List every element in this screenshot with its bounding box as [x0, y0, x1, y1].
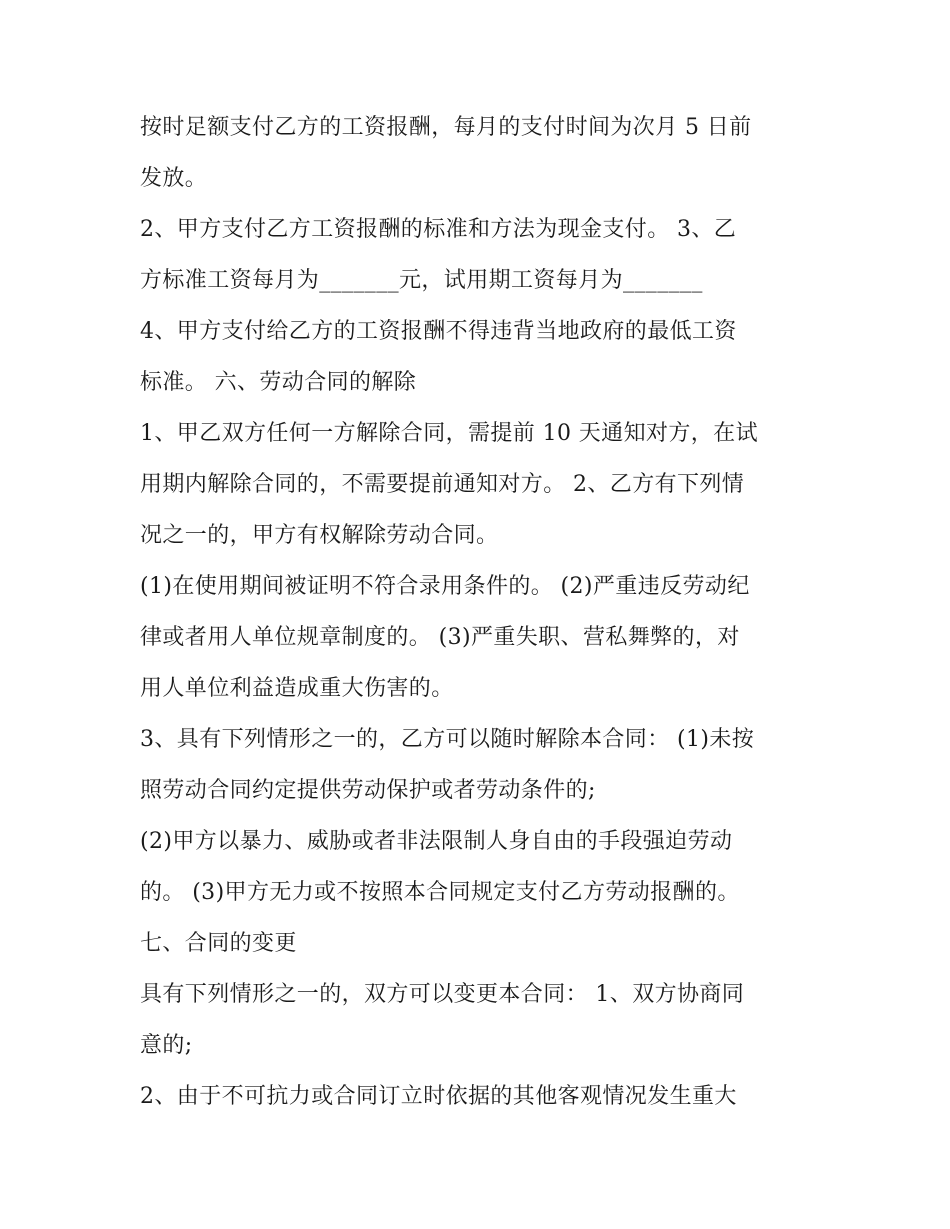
section-heading-line: 标准。 六、劳动合同的解除 [140, 370, 417, 395]
text-line: 方标准工资每月为_______元，试用期工资每月为_______ [140, 268, 703, 293]
text-line: 2、甲方支付乙方工资报酬的标准和方法为现金支付。 3、乙 [140, 217, 737, 242]
text-line: 具有下列情形之一的，双方可以变更本合同： 1、双方协商同 [140, 982, 745, 1007]
text-line: 4、甲方支付给乙方的工资报酬不得违背当地政府的最低工资 [140, 319, 737, 344]
text-line: 用期内解除合同的，不需要提前通知对方。 2、乙方有下列情 [140, 472, 745, 497]
text-line: 照劳动合同约定提供劳动保护或者劳动条件的; [140, 778, 596, 803]
document-body [140, 102, 820, 1122]
text-line: 发放。 [140, 166, 208, 191]
text-line: 3、具有下列情形之一的，乙方可以随时解除本合同： (1)未按 [140, 727, 755, 752]
section-heading: 七、合同的变更 [140, 931, 297, 956]
text-line: (2)甲方以暴力、威胁或者非法限制人身自由的手段强迫劳动 [140, 829, 733, 854]
text-line: 按时足额支付乙方的工资报酬，每月的支付时间为次月 5 日前 [140, 115, 752, 140]
text-line: 况之一的，甲方有权解除劳动合同。 [140, 523, 499, 548]
text-line: 意的; [140, 1033, 193, 1058]
text-line: 的。 (3)甲方无力或不按照本合同规定支付乙方劳动报酬的。 [140, 880, 740, 905]
text-line: 1、甲乙双方任何一方解除合同，需提前 10 天通知对方，在试 [140, 421, 758, 446]
text-line: 2、由于不可抗力或合同订立时依据的其他客观情况发生重大 [140, 1084, 737, 1109]
text-line: 用人单位利益造成重大伤害的。 [140, 676, 454, 701]
text-line: 律或者用人单位规章制度的。 (3)严重失职、营私舞弊的，对 [140, 625, 740, 650]
text-line: (1)在使用期间被证明不符合录用条件的。 (2)严重违反劳动纪 [140, 574, 750, 599]
